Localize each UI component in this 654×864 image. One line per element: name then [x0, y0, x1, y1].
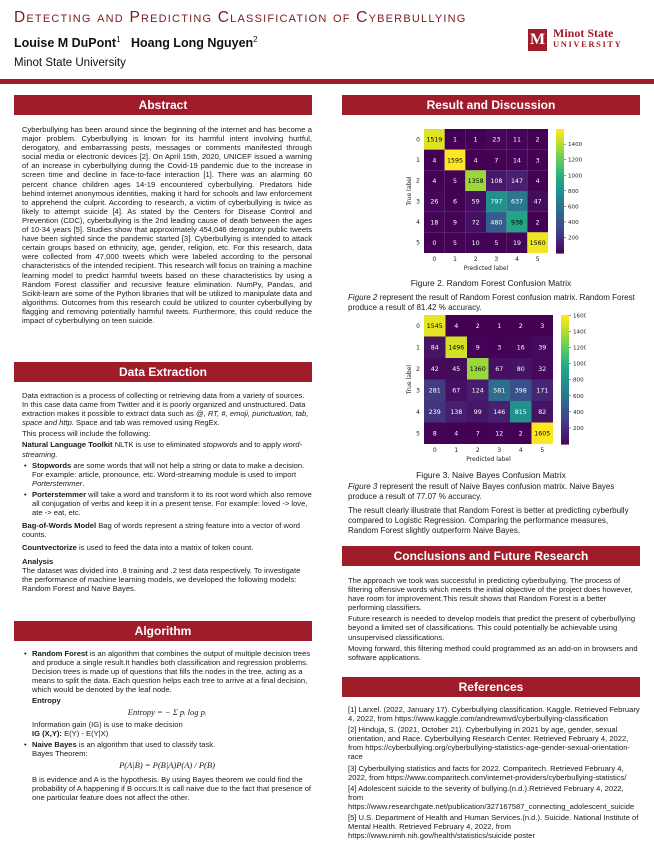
colorbar-tick-label: 800	[573, 377, 584, 384]
reference-item: [2] Hinduja, S. (2021, October 21). Cyberbullying in 2021 by age, gender, sexual orientation, and Race. Cyberbullying Research Center. Retrieved February 4, 2022, from https://cyberbullying.org/cyberbullying-statistics-age-gender-sexual-orientation-race	[348, 725, 630, 762]
conclusions-p1: The approach we took was successful in predicting cyberbullying. The process of filtering offensive words which meets the initial objective of the project does however, have room for improvement.This result shows that Random Forest is a better performing classifiers.	[348, 576, 633, 613]
x-axis-label: Predicted label	[466, 456, 511, 463]
cell-value-label: 6	[452, 198, 458, 206]
y-tick-label: 3	[416, 387, 420, 395]
logo-text	[553, 28, 622, 50]
cell-value-label: 32	[538, 366, 547, 374]
x-tick-label: 5	[535, 256, 540, 263]
colorbar-tick-label: 800	[568, 188, 579, 195]
naive-bayes-desc: • Naive Bayes is an algorithm that used to classify task.	[22, 740, 312, 749]
cell-value-label: 14	[512, 157, 522, 165]
cell-value-label: 4	[535, 177, 540, 185]
cell-value-label: 67	[452, 387, 461, 395]
colorbar-tick-label: 1000	[568, 173, 583, 180]
cell-value-label: 2	[475, 323, 480, 331]
y-axis-label: True label	[406, 364, 413, 395]
analysis-text: The dataset was divided into .8 training and .2 test data respectively. To investigate the performance of machine learning models, we developed the following models: Random Forest and Naive Bayes.	[22, 565, 301, 593]
university-logo	[528, 28, 648, 52]
x-tick-label: 0	[432, 447, 437, 454]
x-tick-label: 2	[475, 447, 480, 454]
cell-value-label: 84	[430, 344, 439, 352]
extraction-countvectorize: Countvectorize is used to feed the data into a matrix of token count.	[22, 543, 254, 553]
cell-value-label: 1519	[426, 136, 443, 144]
logo-line-2: UNIVERSITY	[553, 39, 623, 49]
x-axis-label: Predicted label	[463, 265, 509, 272]
author-2: Hoang Long Nguyen	[130, 36, 254, 51]
colorbar-tick-label: 600	[568, 204, 579, 211]
cell-value-label: 138	[450, 409, 463, 417]
cell-value-label: 4	[454, 430, 459, 438]
reference-item: [4] Adolescent suicide to the severity of bullying.(n.d.).Retrieved February 4, 2022, from https://www.researchgate.net/publication/327167587_connecting_adolescent_suicide	[348, 783, 635, 811]
cell-value-label: 42	[430, 366, 439, 374]
y-axis-label: True label	[406, 176, 413, 206]
extraction-bow: Bag-of-Words Model Bag of words represent a string feature into a vector of word counts.	[22, 521, 300, 540]
cell-value-label: 67	[495, 366, 504, 374]
affiliation: Minot State University	[14, 57, 126, 69]
cell-value-label: 9	[452, 219, 458, 227]
x-tick-label: 1	[453, 256, 457, 263]
cell-value-label: 4	[473, 157, 478, 165]
cell-value-label: 480	[490, 219, 503, 227]
random-forest-confusion-matrix	[366, 125, 586, 275]
logo-line-1: Minot State	[553, 26, 614, 40]
x-tick-label: 4	[518, 447, 523, 454]
cell-value-label: 23	[492, 136, 501, 144]
cell-value-label: 59	[471, 198, 480, 206]
extraction-intro: Data extraction is a process of collecting or retrieving data from a variety of sources. In this case data came from Twitter and it is poorly organized and unstructured. Data extraction makes it possible to extract data such as @, RT, #, emoji, punctuation, tab, space and http. Space and tab was removed using RegEx.	[22, 391, 309, 428]
cell-value-label: 5	[452, 239, 458, 247]
cell-value-label: 3	[540, 323, 545, 331]
extraction-porterstemmer: • Porterstemmer will take a word and transform it to its root word which also remove all conjugation of verbs and keep it in a present tense. For example: loved -> love, ate -> eat, etc.	[22, 490, 312, 517]
cell-value-label: 146	[493, 409, 506, 417]
cell-value-label: 18	[430, 219, 439, 227]
colorbar-tick-label: 1200	[568, 157, 583, 164]
y-tick-label: 5	[416, 239, 420, 247]
algorithm-heading: Algorithm	[14, 621, 312, 641]
cell-value-label: 4	[432, 157, 437, 165]
colorbar-segment	[561, 441, 569, 445]
cell-value-label: 3	[535, 157, 540, 165]
bayes-formula: P(A|B) = P(B|A)P(A) / P(B)	[119, 760, 215, 771]
cell-value-label: 0	[432, 239, 437, 247]
cell-value-label: 281	[428, 387, 441, 395]
results-heading: Result and Discussion	[342, 95, 640, 115]
header-rule	[0, 79, 654, 84]
figure-2-caption: Figure 2. Random Forest Confusion Matrix	[410, 278, 572, 288]
cell-value-label: 2	[518, 430, 523, 438]
cell-value-label: 26	[430, 198, 439, 206]
colorbar-tick-label: 1400	[568, 142, 583, 149]
cell-value-label: 637	[510, 198, 524, 206]
random-forest-desc: • Random Forest is an algorithm that combines the output of multiple decision trees and produce a single result.It handles both classification and regression problems. Decision trees is made up of questions that fills the nodes in the tree, acting as a means to split the data. Each question helps each tree to arrive at a final decision, which would be denoted by the leaf node.	[22, 649, 312, 694]
cell-value-label: 124	[471, 387, 484, 395]
y-tick-label: 4	[416, 219, 420, 226]
cell-value-label: 5	[494, 239, 499, 247]
cell-value-label: 19	[512, 239, 522, 247]
bayes-theorem-label: Bayes Theorem:	[32, 748, 88, 758]
cell-value-label: 1360	[469, 366, 486, 374]
abstract-text: Cyberbullying has been around since the beginning of the internet and has become a major problem. Cyberbullying is known for its harmful intent involving hurtful, derogatory, and embarrassing posts, messages or comments manifested through social media or electronic devices [2]. On April 15th, 2020, UNICEF issued a warning of an increase in cyberbullying during the Covid-19 pandemic due to the increase in screen time and decline in face-to-face interaction [1]. There was an alarming 60 percent chance children ages 14-19 encountered cyberbullying. Predators hide behind internet anonymous identities, making it hard for schools and law enforcement to apprehend the culprit. According to research, a victim of cyberbullying is twice as likely to attempt suicide [4]. As stated by the Centers for Disease Control and Prevention (CDC), cyberbullying is the 2nd leading cause of death between the ages of 10-34 years [5]. Studies show that approximately 454,046 derogatory public tweets have been sighted since the pandemic started [3]. Cyberbullying is intended to attack certain groups based on ethnicity, age, gender, religion, etc. For this research, data were collected from 47,000 tweets which were labeled according to the personal characteristics of the intended recipient. This research will focus on training a machine learning model to predict harmful tweets based on these characteristics by using a Random Forest classifier and recursive feature elimination. NumPy, Pandas, and Scikit-learn are some of the Python libraries that will be utilized to manipulate data and algorithms. Outcomes from this research could be utilized to counter cyberbullying by flagging and removing potentially harmful tweets. Furthermore, this could reduce the impact of cyberbullying on teen suicide.	[22, 125, 312, 325]
confusion-matrix-svg	[366, 125, 586, 275]
reference-item: [3] Cyberbullying statistics and facts for 2022. Comparitech. Retrieved February 4, 2022, from https://www.comparitech.com/internet-providers/cyberbullying-statistics/	[348, 763, 627, 782]
cell-value-label: 938	[510, 219, 524, 227]
cell-value-label: 11	[512, 136, 522, 144]
reference-item: [5] U.S. Department of Health and Human Services.(n.d.). Suicide. National Institute of Mental Health. Retrieved February 4, 2022, from https://www.nimh.nih.gov/health/statistics/suicide poster	[348, 813, 639, 841]
cell-value-label: 39	[538, 344, 547, 352]
cell-value-label: 1595	[446, 157, 464, 165]
cell-value-label: 1	[473, 136, 478, 144]
y-tick-label: 1	[416, 157, 420, 164]
x-tick-label: 2	[473, 256, 478, 263]
x-tick-label: 5	[540, 447, 545, 454]
cell-value-label: 3	[497, 344, 502, 352]
reference-item: [1] Larxel. (2022, January 17). Cyberbullying classification. Kaggle. Retrieved February 4, 2022, from https://www.kaggle.com/andrewmvd/cyberbullying-classification	[348, 705, 640, 724]
cell-value-label: 147	[510, 177, 524, 185]
y-tick-label: 2	[416, 365, 420, 373]
y-tick-label: 1	[416, 344, 420, 352]
data-extraction-heading: Data Extraction	[14, 362, 312, 382]
cell-value-label: 398	[514, 387, 527, 395]
conclusions-heading: Conclusions and Future Research	[342, 546, 640, 566]
abstract-heading: Abstract	[14, 95, 312, 115]
cell-value-label: 1545	[426, 323, 443, 331]
y-tick-label: 0	[416, 136, 420, 144]
cell-value-label: 797	[490, 198, 503, 206]
figure-3-description: Figure 3 represent the result of Naive Bayes confusion matrix. Naive Bayes produce a result of 77.07 % accuracy.	[348, 482, 615, 501]
conclusions-p2: Future research is needed to develop models that predict the present of cyberbullying beyond a limited set of classifications. This could potentially be achievable using unsupervised classifications.	[348, 614, 636, 642]
cell-value-label: 4	[432, 177, 437, 185]
confusion-matrix-svg	[366, 311, 586, 466]
cell-value-label: 5	[452, 177, 458, 185]
references-list	[348, 705, 640, 842]
references-heading: References	[342, 677, 640, 697]
poster-title: Detecting and Predicting Classification of Cyberbullying	[14, 9, 467, 26]
x-tick-label: 0	[432, 256, 437, 263]
cell-value-label: 2	[535, 219, 540, 227]
cell-value-label: 16	[516, 344, 525, 352]
cell-value-label: 82	[538, 409, 547, 417]
cell-value-label: 1605	[534, 430, 551, 438]
cell-value-label: 1560	[529, 239, 546, 247]
cell-value-label: 12	[495, 430, 504, 438]
results-summary: The result clearly illustrate that Random Forest is better at predicting cyberbully compared to Logistic Regression. Comparing the performance measures, Random Forest slightly outperform Naive Bayes.	[348, 506, 629, 535]
algorithm-body	[22, 649, 312, 804]
colorbar-tick-label: 400	[573, 409, 584, 416]
y-tick-label: 2	[416, 177, 420, 185]
colorbar-tick-label: 200	[573, 425, 584, 432]
cell-value-label: 72	[471, 219, 480, 227]
cell-value-label: 1	[452, 136, 458, 144]
cell-value-label: 80	[516, 366, 525, 374]
colorbar-tick-label: 1600	[573, 313, 586, 320]
conclusions-body	[348, 576, 640, 664]
cell-value-label: 4	[454, 323, 459, 331]
cell-value-label: 2	[535, 136, 540, 144]
cell-value-label: 9	[475, 344, 480, 352]
cell-value-label: 171	[536, 387, 549, 395]
colorbar-tick-label: 1000	[573, 361, 586, 368]
cell-value-label: 47	[533, 198, 542, 206]
colorbar-tick-label: 1400	[573, 329, 586, 336]
cell-value-label: 45	[452, 366, 461, 374]
cell-value-label: 2	[518, 323, 523, 331]
cell-value-label: 99	[473, 409, 482, 417]
extraction-stopwords: • Stopwords are some words that will not help a string or data to make a decision. For example: article, pronounce, etc. Word-streaming module is used to import Porterstemmer.	[22, 461, 312, 488]
entropy-heading: Entropy	[32, 696, 61, 706]
y-tick-label: 3	[416, 198, 420, 206]
authors	[14, 35, 258, 50]
colorbar-tick-label: 200	[568, 235, 579, 242]
figure-2-description: Figure 2 represent the result of Random Forest confusion matrix. Random Forest produce a result of 81.42 % accuracy.	[348, 293, 635, 312]
cell-value-label: 10	[471, 239, 480, 247]
extraction-nltk: Natural Language Toolkit NLTK is use to eliminated stopwords and to apply word-streaming.	[22, 440, 302, 459]
colorbar-tick-label: 600	[573, 393, 584, 400]
logo-mark-icon: M	[528, 29, 547, 51]
cell-value-label: 108	[490, 177, 503, 185]
y-tick-label: 4	[416, 408, 420, 416]
cell-value-label: 1496	[448, 344, 465, 352]
cell-value-label: 815	[514, 409, 527, 417]
colorbar-segment	[556, 250, 564, 254]
cell-value-label: 581	[493, 387, 506, 395]
author-2-affil: 2	[253, 35, 258, 44]
x-tick-label: 1	[454, 447, 459, 454]
naive-bayes-explanation: B is evidence and A is the hypothesis. By using Bayes theorem we could find the probability of A happening if B occurs.It is call naive due to the fact that presence of one particular feature does not affect the other.	[32, 775, 312, 803]
conclusions-p3: Moving forward, this filtering method could programmed as an add-on in browsers and software applications.	[348, 643, 638, 662]
cell-value-label: 8	[432, 430, 437, 438]
info-gain-formula: IG (X,Y): E(Y) - E(Y|X)	[32, 728, 109, 738]
y-tick-label: 5	[416, 430, 420, 438]
entropy-formula: Entropy = − Σ pᵢ log pᵢ	[127, 706, 207, 717]
cell-value-label: 7	[475, 430, 480, 438]
colorbar-tick-label: 400	[568, 219, 579, 226]
author-1: Louise M DuPont	[14, 36, 117, 51]
author-1-affil: 1	[116, 35, 121, 44]
extraction-list-intro: This process will include the following:	[22, 429, 151, 439]
poster-header	[0, 0, 654, 80]
naive-bayes-confusion-matrix	[366, 311, 586, 466]
analysis-heading: Analysis	[22, 556, 54, 566]
info-gain-text: Information gain (IG) is use to make decision	[32, 719, 183, 729]
x-tick-label: 3	[497, 447, 502, 454]
cell-value-label: 1	[497, 323, 502, 331]
figure-3-caption: Figure 3. Naive Bayes Confusion Matrix	[416, 470, 566, 480]
x-tick-label: 4	[515, 256, 519, 263]
cell-value-label: 1358	[467, 177, 484, 185]
y-tick-label: 0	[416, 322, 420, 330]
colorbar-tick-label: 1200	[573, 345, 586, 352]
x-tick-label: 3	[494, 256, 499, 263]
cell-value-label: 7	[494, 157, 499, 165]
data-extraction-body	[22, 391, 312, 595]
cell-value-label: 239	[428, 409, 441, 417]
